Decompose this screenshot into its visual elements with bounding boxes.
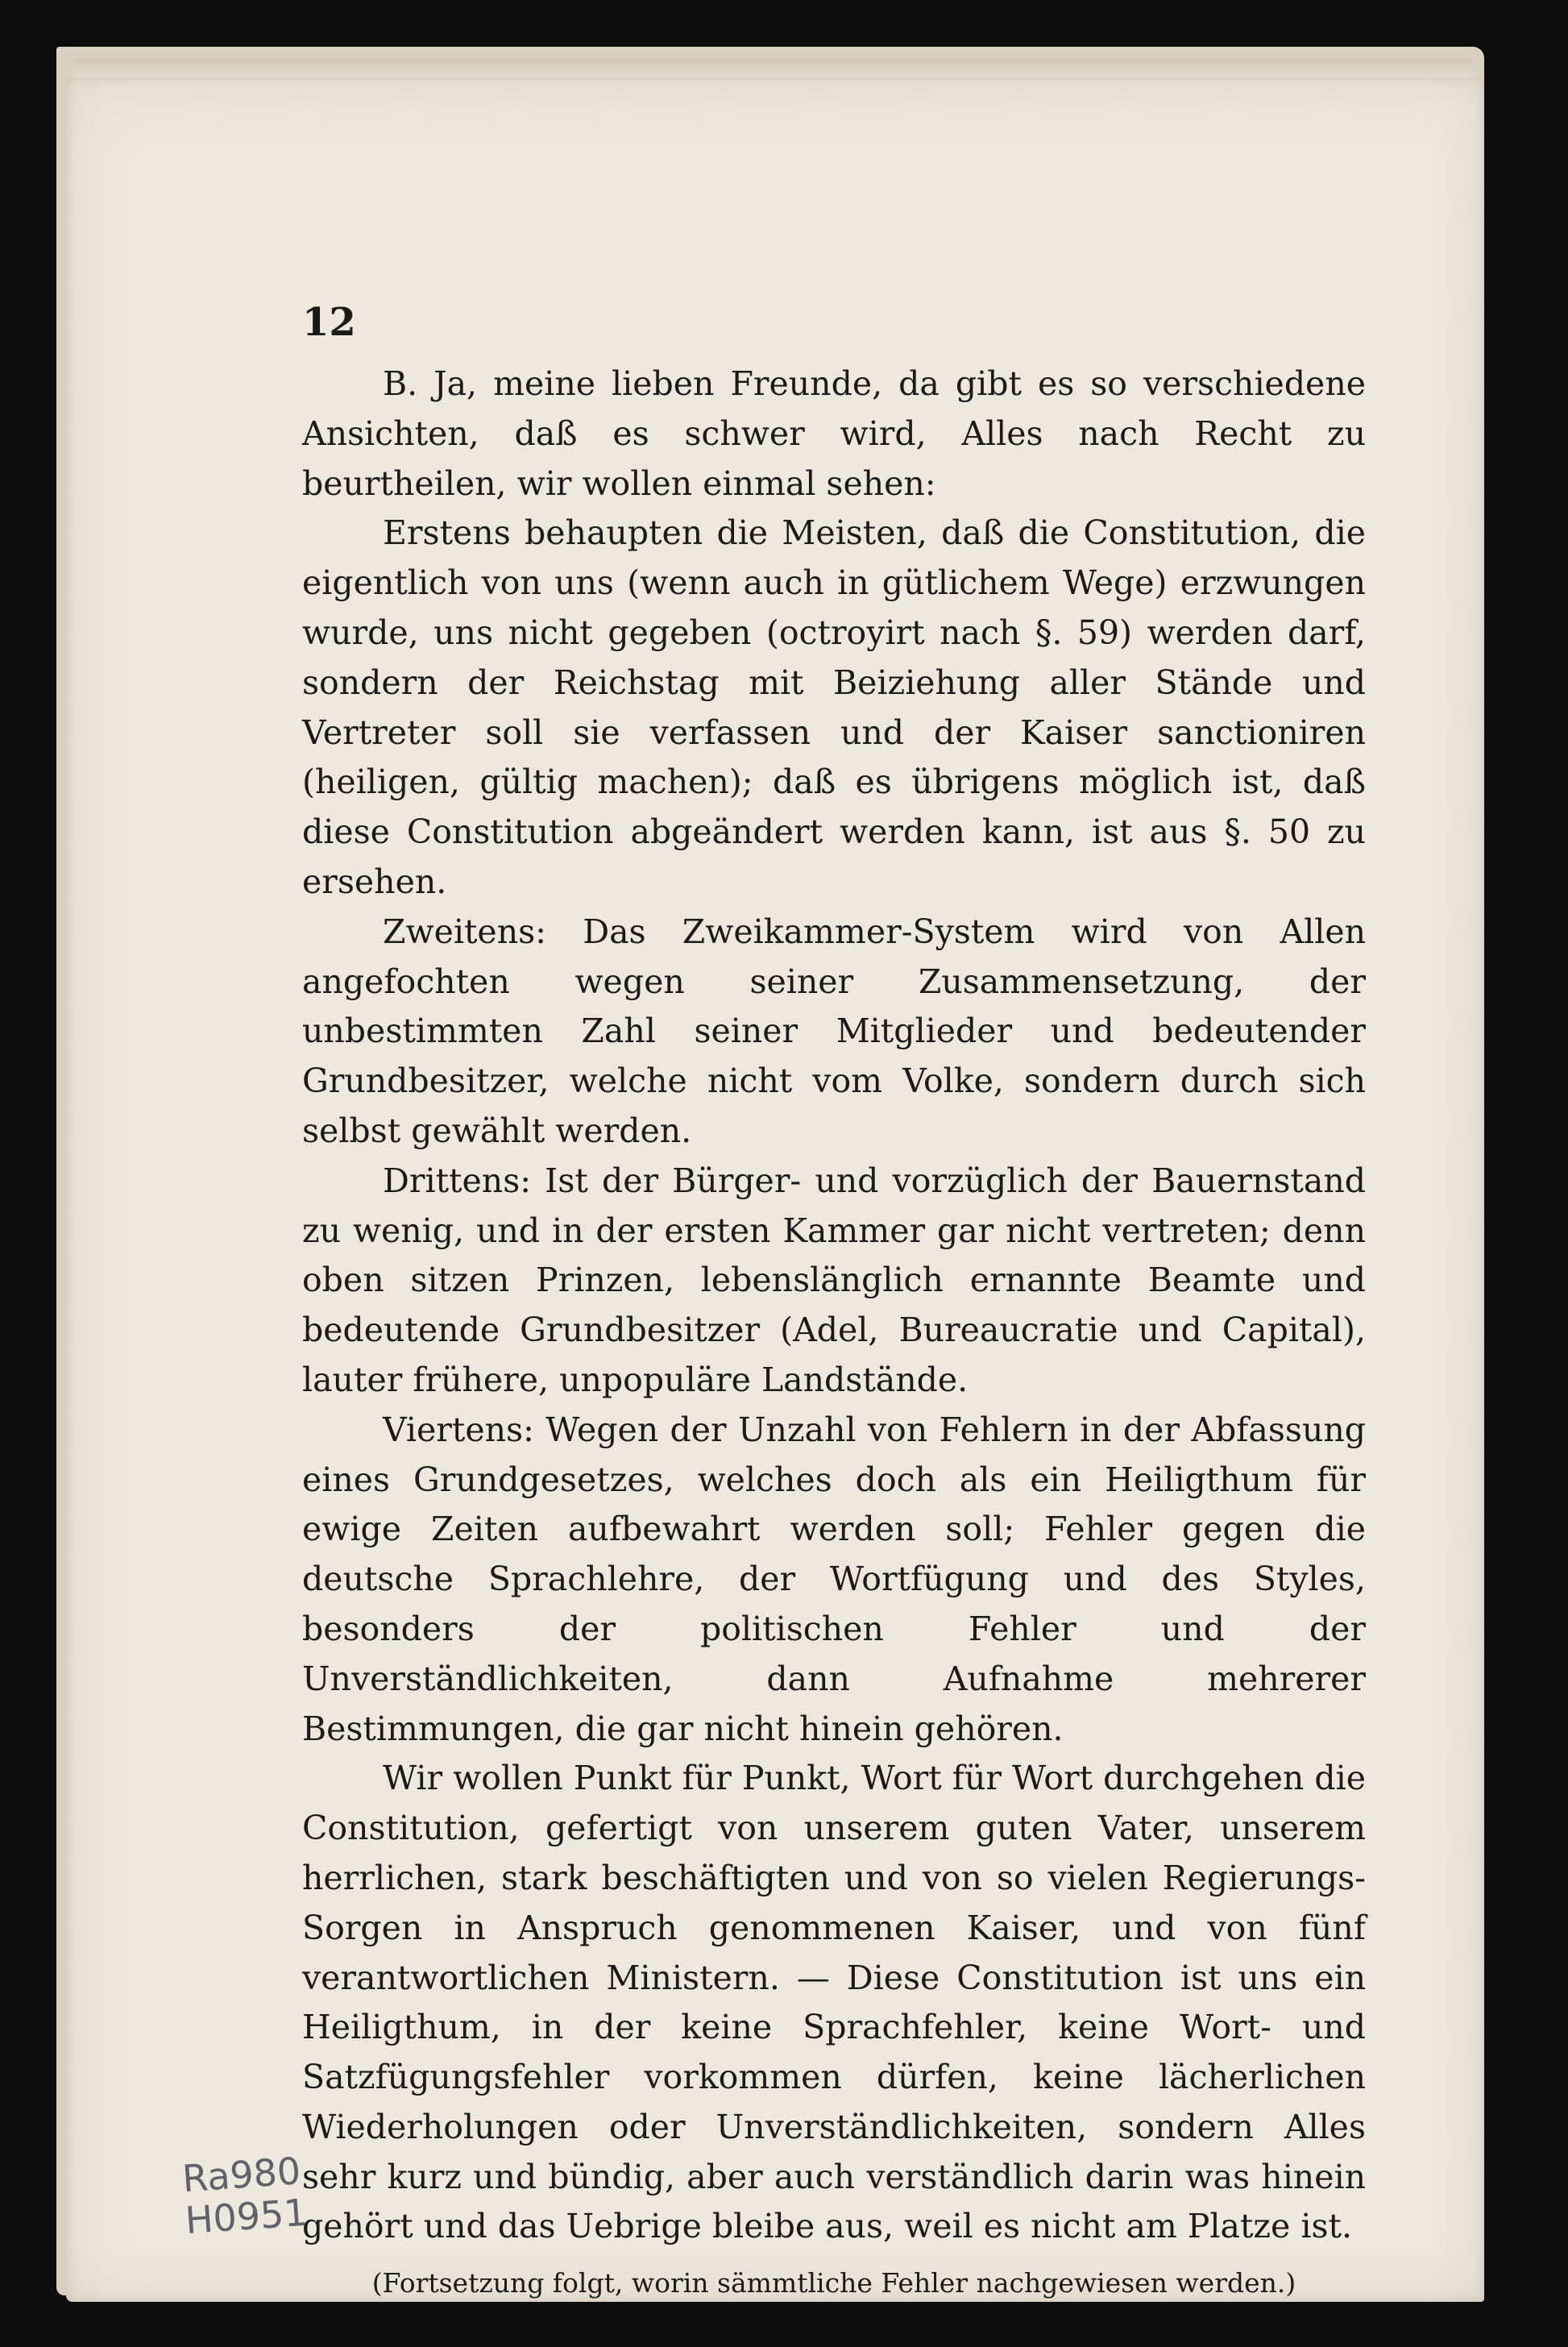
paragraph-erstens: Erstens behaupten die Meisten, daß die Constitution, die eigentlich von uns (wenn auch in gütlichem Wege) erzwungen wurde, uns nicht gegeben (octroyirt nach §. 59) werden darf, sondern der Reichstag mit Beiziehung aller Stände und Vertreter soll sie verfassen und der Kaiser sanctioniren (heiligen, gültig machen); daß es übrigens möglich ist, daß diese Constitution abgeändert werden kann, ist aus §. 50 zu ersehen. [302,513,1366,901]
paragraph-conclusion: Wir wollen Punkt für Punkt, Wort für Wort durchgehen die Constitution, gefertigt von unserem guten Vater, unserem herrlichen, stark beschäftigten und von so vielen Regierungs-Sorgen in Anspruch genommenen Kaiser, und von fünf verantwortlichen Ministern. — Diese Constitution ist uns ein Heiligthum, in der keine Sprachfehler, keine Wort- und Satzfügungsfehler vorkommen dürfen, keine lächerlichen Wiederholungen oder Unverständlichkeiten, sondern Alles sehr kurz und bündig, aber auch verständlich darin was hinein gehört und das Uebrige bleibe aus, weil es nicht am Platze ist. [302,1759,1366,2246]
paragraph-zweitens: Zweitens: Das Zweikammer-System wird von Allen angefochten wegen seiner Zusammensetzung, der unbestimmten Zahl seiner Mitglieder und bedeutender Grundbesitzer, welche nicht vom Volke, sondern durch sich selbst gewählt werden. [302,912,1366,1150]
continuation-note: (Fortsetzung folgt, worin sämmtliche Fehler nachgewiesen werden.) [371,2267,1296,2299]
paragraph-viertens: Viertens: Wegen der Unzahl von Fehlern in der Abfassung eines Grundgesetzes, welches doch als ein Heiligthum für ewige Zeiten aufbewahrt werden soll; Fehler gegen die deutsche Sprachlehre, der Wortfügung und des Styles, besonders der politischen Fehler und der Unverständlichkeiten, dann Aufnahme mehrerer Bestimmungen, die gar nicht hinein gehören. [302,1410,1366,1748]
archive-shelfmark-line-2: H0951 [184,2190,309,2243]
archive-shelfmark-line-1: Ra980 [180,2149,302,2201]
paragraph-intro: B. Ja, meine lieben Freunde, da gibt es so verschiedene Ansichten, daß es schwer wird, Alles nach Recht zu beurtheilen, wir wollen einmal sehen: [302,364,1366,503]
paragraph-drittens: Drittens: Ist der Bürger- und vorzüglich der Bauernstand zu wenig, und in der ersten Kammer gar nicht vertreten; denn oben sitzen Prinzen, lebenslänglich ernannte Beamte und bedeutende Grundbesitzer (Adel, Bureaucratie und Capital), lauter frühere, unpopuläre Landstände. [302,1161,1366,1399]
page-number: 12 [302,300,356,345]
archive-shelfmark [181,2150,309,2241]
body-text [302,359,1366,2303]
